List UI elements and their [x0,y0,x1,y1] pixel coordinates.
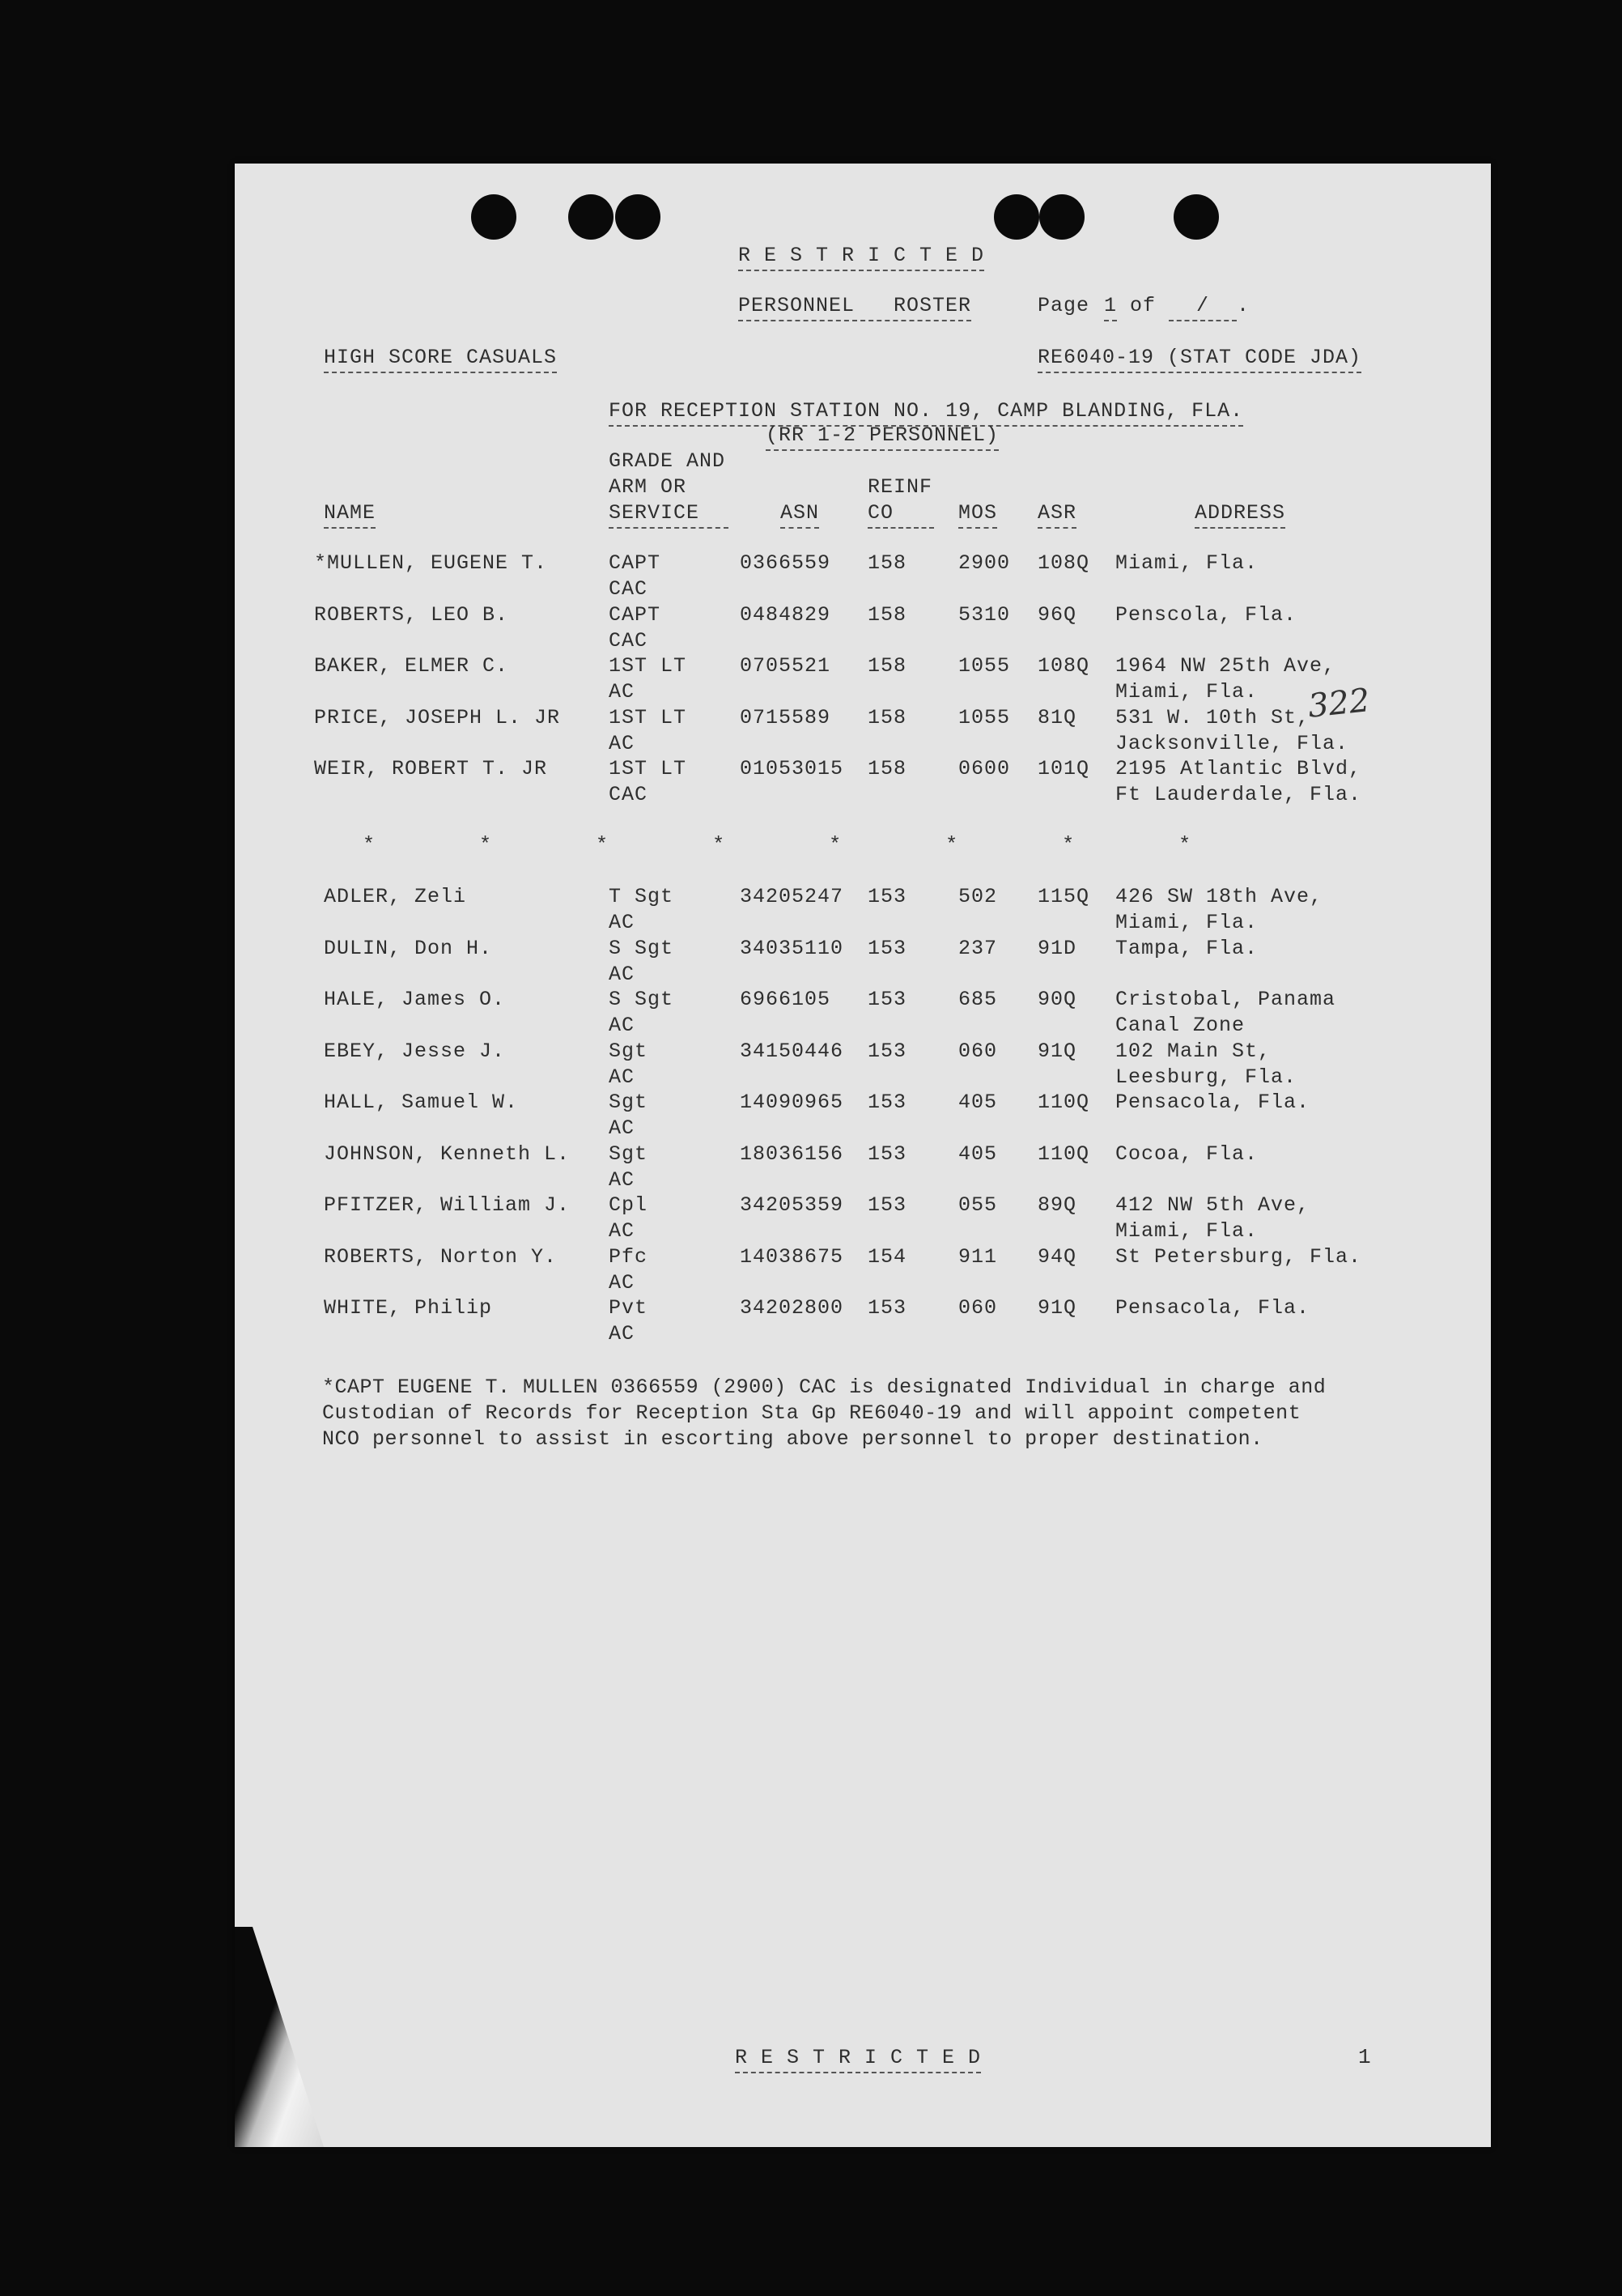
roster-mos: 055 [958,1193,998,1217]
roster-address-1: 102 Main St, [1115,1039,1272,1063]
roster-reinf-co: 153 [868,1039,907,1063]
roster-mos: 237 [958,936,998,960]
roster-address-1: Cocoa, Fla. [1115,1142,1259,1166]
punch-hole [1174,194,1219,240]
station-line-1: FOR RECEPTION STATION NO. 19, CAMP BLANDING, FLA. [609,398,1243,427]
roster-grade: Pfc [609,1244,648,1269]
page-total: / [1169,293,1237,321]
roster-grade: Pvt [609,1296,648,1320]
classification-footer: R E S T R I C T E D [735,2045,981,2073]
roster-asn: 34035110 [740,936,844,960]
col-mos: MOS [958,500,997,529]
roster-asr: 91Q [1038,1296,1077,1320]
roster-address-2: Miami, Fla. [1115,911,1259,934]
roster-arm: AC [609,1014,635,1037]
col-grade-1: GRADE AND [609,449,726,473]
footer-page-number: 1 [1358,2045,1371,2069]
roster-name: JOHNSON, Kenneth L. [324,1142,571,1166]
roster-arm: AC [609,680,635,704]
roster-arm: AC [609,1065,635,1089]
roster-asr: 94Q [1038,1244,1077,1269]
roster-grade: 1ST LT [609,757,687,780]
roster-asn: 34150446 [740,1039,844,1063]
roster-asn: 0484829 [740,602,831,627]
roster-address-1: St Petersburg, Fla. [1115,1244,1362,1269]
roster-reinf-co: 153 [868,885,907,908]
roster-asn: 0715589 [740,705,831,729]
roster-reinf-co: 153 [868,1193,907,1217]
roster-name: WHITE, Philip [324,1296,493,1320]
roster-address-1: 426 SW 18th Ave, [1115,885,1323,908]
roster-grade: S Sgt [609,936,674,960]
footnote-line-3: NCO personnel to assist in escorting above personnel to proper destination. [322,1427,1263,1451]
roster-address-2: Canal Zone [1115,1014,1246,1037]
roster-asn: 14090965 [740,1091,844,1114]
unit-right: RE6040-19 (STAT CODE JDA) [1038,345,1361,373]
roster-reinf-co: 153 [868,936,907,960]
punch-hole [568,194,614,240]
punch-hole [471,194,516,240]
roster-arm: AC [609,1322,635,1346]
roster-asr: 91D [1038,936,1077,960]
roster-asn: 34205247 [740,885,844,908]
roster-address-1: 531 W. 10th St, [1115,705,1310,729]
roster-name: BAKER, ELMER C. [314,654,509,678]
roster-grade: 1ST LT [609,705,687,729]
footnote-line-1: *CAPT EUGENE T. MULLEN 0366559 (2900) CAC is designated Individual in charge and [322,1375,1327,1399]
roster-asr: 89Q [1038,1193,1077,1217]
roster-arm: CAC [609,783,648,806]
roster-grade: 1ST LT [609,654,687,678]
footnote [322,1375,1391,1452]
roster-asr: 101Q [1038,757,1090,780]
roster-mos: 685 [958,988,998,1011]
roster-asr: 110Q [1038,1091,1090,1114]
roster-reinf-co: 158 [868,705,907,729]
roster-name: ADLER, Zeli [324,885,467,908]
roster-arm: AC [609,1219,635,1243]
roster-asn: 01053015 [740,757,844,780]
roster-grade: CAPT [609,602,661,627]
roster-arm: AC [609,1116,635,1140]
roster-mos: 060 [958,1296,998,1320]
roster-reinf-co: 153 [868,1296,907,1320]
roster-address-1: Miami, Fla. [1115,551,1259,575]
roster-reinf-co: 158 [868,654,907,678]
roster-name: HALE, James O. [324,988,506,1011]
roster-asr: 108Q [1038,654,1090,678]
roster-name: *MULLEN, EUGENE T. [314,551,548,575]
roster-reinf-co: 158 [868,551,907,575]
roster-mos: 1055 [958,654,1011,678]
roster-mos: 405 [958,1142,998,1166]
col-address: ADDRESS [1195,500,1285,529]
col-name: NAME [324,500,376,529]
col-asn: ASN [780,500,819,529]
roster-name: PRICE, JOSEPH L. JR [314,705,561,729]
roster-asr: 115Q [1038,885,1090,908]
roster-mos: 5310 [958,602,1011,627]
punch-hole [615,194,660,240]
col-grade-2: ARM OR [609,475,687,499]
roster-arm: AC [609,962,635,986]
roster-address-2: Ft Lauderdale, Fla. [1115,783,1362,806]
roster-name: WEIR, ROBERT T. JR [314,757,548,780]
unit-left: HIGH SCORE CASUALS [324,345,557,373]
roster-reinf-co: 158 [868,602,907,627]
roster-mos: 405 [958,1091,998,1114]
col-asr: ASR [1038,500,1076,529]
roster-arm: AC [609,1270,635,1295]
roster-asr: 81Q [1038,705,1077,729]
roster-grade: Sgt [609,1039,648,1063]
classification-header: R E S T R I C T E D [738,243,984,271]
roster-arm: CAC [609,577,648,601]
page-number: 1 [1104,293,1117,321]
roster-grade: T Sgt [609,885,674,908]
roster-address-1: 412 NW 5th Ave, [1115,1193,1310,1217]
punch-hole [994,194,1039,240]
station-line-2: (RR 1-2 PERSONNEL) [766,423,999,451]
roster-asr: 110Q [1038,1142,1090,1166]
roster-reinf-co: 153 [868,988,907,1011]
roster-reinf-co: 158 [868,757,907,780]
roster-grade: Cpl [609,1193,648,1217]
roster-mos: 1055 [958,705,1011,729]
roster-address-2: Leesburg, Fla. [1115,1065,1297,1089]
footnote-line-2: Custodian of Records for Reception Sta Gp RE6040-19 and will appoint competent [322,1401,1301,1425]
roster-reinf-co: 154 [868,1244,907,1269]
roster-address-1: Penscola, Fla. [1115,602,1297,627]
roster-name: ROBERTS, LEO B. [314,602,509,627]
roster-asn: 34202800 [740,1296,844,1320]
roster-asr: 108Q [1038,551,1090,575]
roster-arm: AC [609,731,635,755]
roster-name: ROBERTS, Norton Y. [324,1244,558,1269]
roster-name: EBEY, Jesse J. [324,1039,506,1063]
roster-asr: 90Q [1038,988,1077,1011]
roster-mos: 502 [958,885,998,908]
roster-grade: S Sgt [609,988,674,1011]
roster-arm: AC [609,1167,635,1192]
roster-mos: 0600 [958,757,1011,780]
roster-mos: 2900 [958,551,1011,575]
roster-address-1: 1964 NW 25th Ave, [1115,654,1336,678]
roster-address-2: Miami, Fla. [1115,680,1259,704]
roster-asn: 6966105 [740,988,831,1011]
roster-grade: CAPT [609,551,661,575]
roster-reinf-co: 153 [868,1091,907,1114]
roster-asn: 34205359 [740,1193,844,1217]
roster-address-1: Cristobal, Panama [1115,988,1336,1011]
roster-title: PERSONNEL ROSTER [738,293,971,321]
roster-address-1: Tampa, Fla. [1115,936,1259,960]
roster-grade: Sgt [609,1091,648,1114]
roster-address-2: Miami, Fla. [1115,1219,1259,1243]
roster-asn: 0366559 [740,551,831,575]
col-reinf-1: REINF [868,475,933,499]
punch-hole [1039,194,1085,240]
of-label: of [1130,294,1157,317]
roster-name: PFITZER, William J. [324,1193,571,1217]
roster-name: DULIN, Don H. [324,936,493,960]
col-reinf-2: CO [868,500,934,529]
roster-asn: 14038675 [740,1244,844,1269]
roster-arm: AC [609,911,635,934]
roster-address-1: 2195 Atlantic Blvd, [1115,757,1362,780]
roster-mos: 060 [958,1039,998,1063]
roster-asr: 96Q [1038,602,1077,627]
roster-asn: 0705521 [740,654,831,678]
roster-mos: 911 [958,1244,998,1269]
roster-asn: 18036156 [740,1142,844,1166]
roster-address-1: Pensacola, Fla. [1115,1091,1310,1114]
roster-grade: Sgt [609,1142,648,1166]
roster-address-1: Pensacola, Fla. [1115,1296,1310,1320]
roster-name: HALL, Samuel W. [324,1091,519,1114]
page-label: Page [1038,294,1090,317]
handwritten-number: 322 [1306,682,1372,725]
roster-address-2: Jacksonville, Fla. [1115,731,1349,755]
roster-arm: CAC [609,628,648,653]
roster-asr: 91Q [1038,1039,1077,1063]
page-period: . [1237,294,1250,317]
roster-reinf-co: 153 [868,1142,907,1166]
separator-stars: * * * * * * * * [363,833,1192,857]
col-grade-3: SERVICE [609,500,728,529]
